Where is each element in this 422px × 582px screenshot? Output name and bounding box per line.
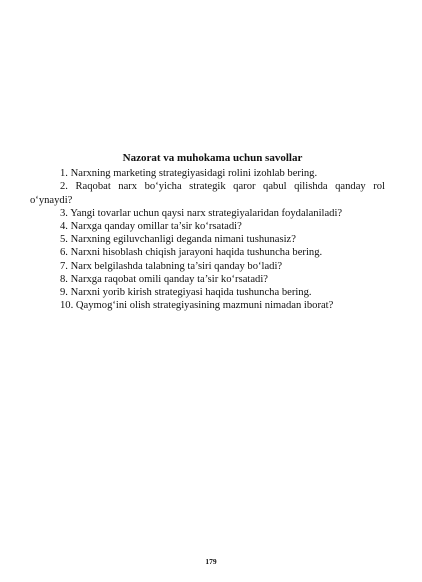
question-item: 6. Narxni hisoblash chiqish jarayoni haqida tushuncha bering.	[60, 247, 323, 259]
question-item: 8. Narxga raqobat omili qanday ta’sir ko‘rsatadi?	[60, 273, 268, 285]
question-item: 10. Qaymog‘ini olish strategiyasining mazmuni nimadan iborat?	[60, 300, 334, 312]
question-item: 4. Narxga qanday omillar ta’sir ko‘rsatadi?	[60, 221, 242, 233]
question-item: 9. Narxni yorib kirish strategiyasi haqida tushuncha bering.	[60, 287, 312, 299]
section-heading: Nazorat va muhokama uchun savollar	[122, 152, 303, 164]
question-item: 7. Narx belgilashda talabning ta’siri qanday bo‘ladi?	[60, 260, 283, 272]
page-number: 179	[205, 557, 217, 566]
question-item: 5. Narxning egiluvchanligi deganda nimani tushunasiz?	[60, 234, 296, 246]
question-item: 2. Raqobat narx bo‘yicha strategik qaror qabul qilishda qanday rol o‘ynaydi?	[30, 181, 385, 206]
question-item: 1. Narxning marketing strategiyasidagi rolini izohlab bering.	[60, 168, 318, 180]
questions-section	[30, 152, 385, 312]
question-item: 3. Yangi tovarlar uchun qaysi narx strategiyalaridan foydalaniladi?	[60, 207, 343, 219]
